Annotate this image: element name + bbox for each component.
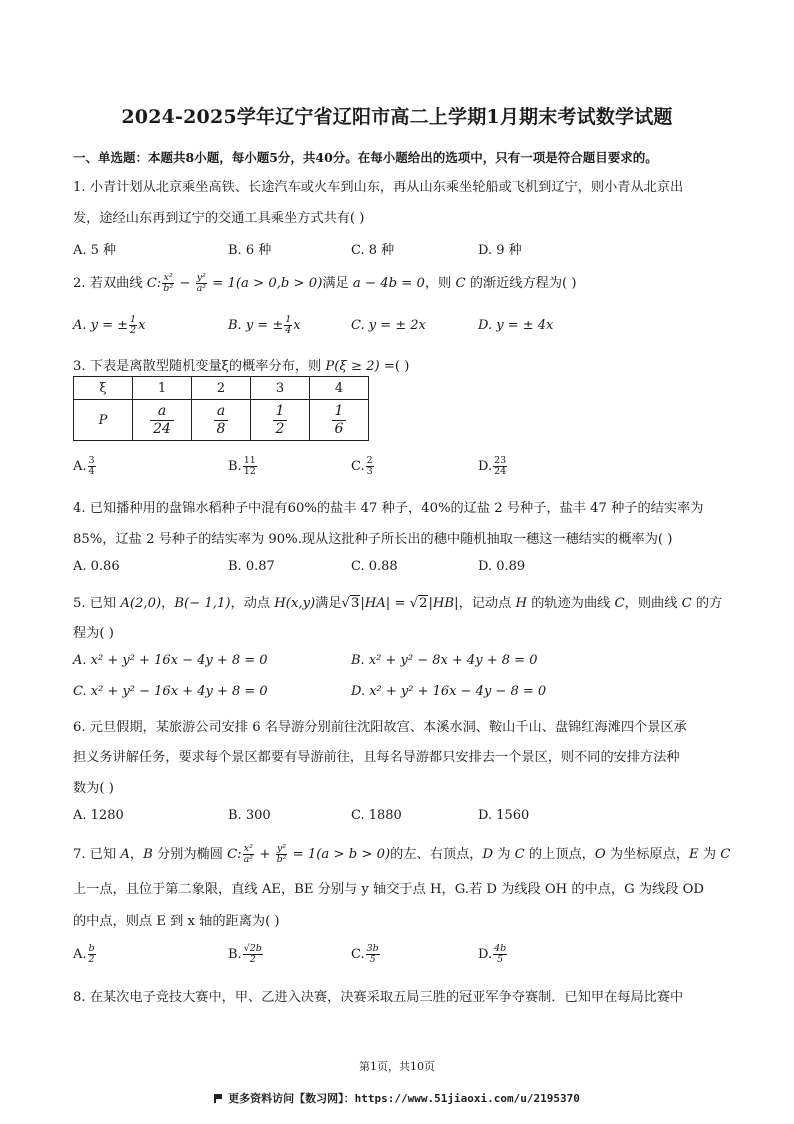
q5-sqrt3: 3 bbox=[350, 596, 360, 611]
q2-option-d: D. y = ± 4x bbox=[478, 318, 554, 333]
q5-text: ，记动点 bbox=[458, 596, 516, 611]
q6-option-a: A. 1280 bbox=[73, 808, 124, 823]
prob-den: 2 bbox=[275, 420, 285, 437]
q7-line3: 的中点，则点 E 到 x 轴的距离为( ) bbox=[73, 914, 280, 929]
q7-math: D bbox=[482, 847, 494, 862]
q7-cond: = 1(a > b > 0) bbox=[288, 847, 391, 862]
q5-math: H(x,y) bbox=[274, 596, 316, 611]
q6-line1: 6. 元旦假期，某旅游公司安排 6 名导游分别前往沈阳故宫、本溪水洞、鞍山千山、盘锦红海滩四个景区承 bbox=[73, 720, 687, 735]
q7-opt-a-num: b bbox=[88, 943, 95, 954]
q3-opt-b-frac bbox=[243, 456, 257, 477]
table-cell: 3 bbox=[251, 377, 310, 400]
q2-option-c: C. y = ± 2x bbox=[351, 318, 426, 333]
q4-line1: 4. 已知播种用的盘锦水稻种子中混有60%的盐丰 47 种子，40%的辽盐 2 号种子，盐丰 47 种子的结实率为 bbox=[73, 501, 704, 516]
table-cell: 4 bbox=[310, 377, 369, 400]
q3-opt-c-num: 2 bbox=[366, 455, 373, 466]
table-header-row bbox=[74, 377, 369, 400]
q2-fx-den: b² bbox=[163, 283, 174, 294]
table-cell bbox=[133, 400, 192, 441]
q7-plus: + bbox=[255, 847, 275, 862]
q2-mid: 满足 bbox=[322, 276, 353, 291]
q3-expr: P(ξ ≥ 2) = bbox=[325, 359, 395, 374]
q4-option-a: A. 0.86 bbox=[73, 559, 120, 574]
q3-opt-d-num: 23 bbox=[494, 455, 507, 466]
q3-opt-d-frac bbox=[493, 456, 507, 477]
q2-opt-b-den: 4 bbox=[285, 325, 292, 336]
q7-text: ， bbox=[129, 847, 144, 862]
q2-c-var: C bbox=[455, 276, 466, 291]
q8-line1: 8. 在某次电子竞技大赛中，甲、乙进入决赛，决赛采取五局三胜的冠亚军争夺赛制．已知甲在每局比赛中 bbox=[73, 990, 684, 1005]
q3-opt-b-num: 11 bbox=[243, 455, 256, 466]
q2-fraction-y bbox=[196, 273, 207, 294]
q7-option-a bbox=[73, 944, 97, 965]
q7-opt-d-frac bbox=[493, 944, 507, 965]
q2-fy-num: y² bbox=[196, 272, 206, 283]
q7-opt-d-den: 5 bbox=[497, 954, 504, 965]
q2-opt-a-pre: A. y = ± bbox=[73, 318, 129, 333]
table-cell: 1 bbox=[133, 377, 192, 400]
table-cell bbox=[310, 400, 369, 441]
q2-opt-a-den: 2 bbox=[130, 325, 137, 336]
q3-opt-a-num: 3 bbox=[88, 455, 95, 466]
q3-opt-d-label: D. bbox=[478, 459, 493, 474]
q5-math: |HB| bbox=[428, 596, 459, 611]
q2-opt-a-num: 1 bbox=[130, 314, 137, 325]
q5-text: 的方 bbox=[691, 596, 723, 611]
q3-opt-c-den: 3 bbox=[366, 466, 373, 477]
q7-opt-c-den: 5 bbox=[369, 954, 376, 965]
section-heading: 一、单选题：本题共8小题，每小题5分，共40分。在每小题给出的选项中，只有一项是符合题目要求的。 bbox=[73, 150, 658, 165]
resource-banner[interactable] bbox=[0, 1090, 794, 1106]
q6-line3: 数为( ) bbox=[73, 781, 114, 796]
q7-math: O bbox=[594, 847, 606, 862]
q3-opt-a-label: A. bbox=[73, 459, 87, 474]
q7-text: 为坐标原点， bbox=[605, 847, 689, 862]
q7-text: 为 bbox=[493, 847, 515, 862]
q6-line2: 担义务讲解任务，要求每个景区都要有导游前往，且每名导游都只安排去一个景区，则不同的安排方法种 bbox=[73, 750, 680, 765]
q2-option-b bbox=[228, 315, 301, 336]
q5-text: ，动点 bbox=[230, 596, 275, 611]
q7-text: 的上顶点， bbox=[524, 847, 595, 862]
q5-math: A(2,0) bbox=[120, 596, 162, 611]
q7-text: 的左、右顶点， bbox=[390, 847, 483, 862]
page-footer: 第1页，共10页 bbox=[359, 1060, 435, 1073]
prob-fraction bbox=[273, 403, 288, 438]
q3-opt-a-frac bbox=[88, 456, 96, 477]
q4-option-c: C. 0.88 bbox=[351, 559, 398, 574]
q2-curve: C: bbox=[146, 276, 162, 291]
q7-opt-b-frac bbox=[243, 944, 263, 965]
q5-text: 的轨迹为曲线 bbox=[527, 596, 615, 611]
q4-line2: 85%，辽盐 2 号种子的结实率为 90%.现从这批种子所长出的穗中随机抽取一穗这一穗结实的概率为( ) bbox=[73, 532, 673, 547]
q7-opt-b-label: B. bbox=[228, 947, 242, 962]
q7-curve: C: bbox=[227, 847, 242, 862]
q7-option-b bbox=[228, 944, 264, 965]
prob-fraction bbox=[214, 403, 229, 438]
q5-math: |HA| = bbox=[360, 596, 410, 611]
q7-fy-den: b² bbox=[276, 854, 287, 865]
q5-line2: 程为( ) bbox=[73, 626, 114, 641]
q7-fy-num: y² bbox=[276, 843, 287, 854]
q7-fx-num: x² bbox=[243, 843, 253, 854]
q2-suffix-a: ，则 bbox=[424, 276, 456, 291]
q3-opt-b-den: 12 bbox=[243, 466, 256, 477]
q6-option-b: B. 300 bbox=[228, 808, 271, 823]
prob-den: 6 bbox=[334, 420, 344, 437]
q7-math: C bbox=[514, 847, 525, 862]
q1-option-a: A. 5 种 bbox=[73, 243, 117, 258]
q2-fy-den: a² bbox=[196, 283, 207, 294]
probability-table bbox=[73, 376, 369, 441]
q2-prefix: 2. 若双曲线 bbox=[73, 276, 147, 291]
q5-text: ， bbox=[161, 596, 175, 611]
q1-line2: 发，途经山东再到辽宁的交通工具乘坐方式共有( ) bbox=[73, 211, 365, 226]
q7-line1 bbox=[73, 843, 730, 865]
table-cell bbox=[251, 400, 310, 441]
q7-option-d bbox=[478, 944, 508, 965]
q3-opt-c-frac bbox=[366, 456, 374, 477]
q3-prefix: 3. 下表是离散型随机变量ξ的概率分布，则 bbox=[73, 359, 326, 374]
q2-fraction-x bbox=[162, 273, 174, 294]
q7-opt-c-label: C. bbox=[351, 947, 365, 962]
q2-eq: a − 4b = 0 bbox=[352, 276, 425, 291]
sqrt-sign: √ bbox=[409, 596, 419, 611]
table-cell: 2 bbox=[192, 377, 251, 400]
prob-fraction bbox=[150, 403, 174, 438]
prob-den: 8 bbox=[216, 420, 226, 437]
q3-line bbox=[73, 355, 409, 374]
q7-opt-d-num: 4b bbox=[494, 943, 507, 954]
q7-option-c bbox=[351, 944, 381, 965]
prob-num: 1 bbox=[332, 403, 347, 421]
q7-opt-c-frac bbox=[366, 944, 380, 965]
flag-icon bbox=[214, 1094, 224, 1103]
q5-line1 bbox=[73, 592, 722, 611]
table-cell: ξ bbox=[74, 377, 133, 400]
table-cell: P bbox=[74, 400, 133, 441]
q5-math: C bbox=[681, 596, 692, 611]
q5-sqrt2: 2 bbox=[419, 596, 428, 611]
q4-option-d: D. 0.89 bbox=[478, 559, 526, 574]
q5-math: B(− 1,1) bbox=[174, 596, 231, 611]
q1-option-d: D. 9 种 bbox=[478, 243, 522, 258]
q7-math: A bbox=[120, 847, 130, 862]
q1-option-b: B. 6 种 bbox=[228, 243, 272, 258]
q7-text: 分别为椭圆 bbox=[152, 847, 228, 862]
q5-text: 5. 已知 bbox=[73, 596, 121, 611]
q2-line bbox=[73, 272, 577, 294]
q1-option-c: C. 8 种 bbox=[351, 243, 395, 258]
prob-num: a bbox=[214, 403, 229, 421]
q2-opt-b-pre: B. y = ± bbox=[228, 318, 284, 333]
q7-opt-a-den: 2 bbox=[88, 954, 95, 965]
q7-opt-c-num: 3b bbox=[366, 943, 379, 954]
q3-suffix: ( ) bbox=[394, 359, 410, 374]
q7-math: B bbox=[143, 847, 153, 862]
q7-opt-b-num: √2b bbox=[243, 943, 262, 954]
q5-option-d: D. x² + y² + 16x − 4y − 8 = 0 bbox=[351, 684, 547, 699]
q2-cond: = 1(a > 0,b > 0) bbox=[208, 276, 323, 291]
prob-num: 1 bbox=[273, 403, 288, 421]
q7-text: 为 bbox=[698, 847, 721, 862]
q2-option-a bbox=[73, 315, 145, 336]
q7-fx-den: a² bbox=[243, 854, 254, 865]
q7-math: E bbox=[688, 847, 699, 862]
q5-option-c: C. x² + y² − 16x + 4y + 8 = 0 bbox=[73, 684, 268, 699]
q5-text: ，则曲线 bbox=[624, 596, 682, 611]
q5-text: 满足 bbox=[315, 596, 342, 611]
page-title: 2024-2025学年辽宁省辽阳市高二上学期1月期末考试数学试题 bbox=[121, 106, 673, 128]
q7-math: C bbox=[720, 847, 731, 862]
q2-minus: − bbox=[175, 276, 195, 291]
q3-opt-d-den: 24 bbox=[494, 466, 507, 477]
q2-opt-b-frac bbox=[284, 315, 292, 336]
q3-option-c bbox=[351, 456, 375, 477]
q7-fraction-x bbox=[243, 844, 254, 865]
q5-math: C bbox=[614, 596, 625, 611]
q6-option-d: D. 1560 bbox=[478, 808, 530, 823]
q2-opt-b-post: x bbox=[293, 318, 301, 333]
q2-opt-b-num: 1 bbox=[285, 314, 292, 325]
q5-option-a: A. x² + y² + 16x − 4y + 8 = 0 bbox=[73, 653, 268, 668]
q7-text: 7. 已知 bbox=[73, 847, 121, 862]
q2-opt-a-frac bbox=[129, 315, 137, 336]
banner-text[interactable]: 更多资料访问【数习网】：https://www.51jiaoxi.com/u/2195370 bbox=[228, 1092, 580, 1105]
q2-opt-a-post: x bbox=[138, 318, 146, 333]
q7-opt-a-frac bbox=[88, 944, 96, 965]
q5-math: H bbox=[515, 596, 528, 611]
q2-suffix-b: 的渐近线方程为( ) bbox=[465, 276, 577, 291]
q3-option-d bbox=[478, 456, 508, 477]
q7-opt-b-den: 2 bbox=[249, 954, 256, 965]
q3-option-b bbox=[228, 456, 258, 477]
q3-option-a bbox=[73, 456, 97, 477]
prob-fraction bbox=[332, 403, 347, 438]
q3-opt-c-label: C. bbox=[351, 459, 365, 474]
q4-option-b: B. 0.87 bbox=[228, 559, 275, 574]
q7-line2: 上一点，且位于第二象限，直线 AE，BE 分别与 y 轴交于点 H，G.若 D 为线段 OH 的中点，G 为线段 OD bbox=[73, 882, 704, 897]
q3-opt-a-den: 4 bbox=[88, 466, 95, 477]
prob-den: 24 bbox=[153, 420, 171, 437]
table-cell bbox=[192, 400, 251, 441]
q6-option-c: C. 1880 bbox=[351, 808, 402, 823]
q3-opt-b-label: B. bbox=[228, 459, 242, 474]
table-row bbox=[74, 400, 369, 441]
sqrt-sign: √ bbox=[341, 596, 350, 611]
q7-opt-a-label: A. bbox=[73, 947, 87, 962]
q5-option-b: B. x² + y² − 8x + 4y + 8 = 0 bbox=[351, 653, 538, 668]
q1-line1: 1. 小青计划从北京乘坐高铁、长途汽车或火车到山东，再从山东乘坐轮船或飞机到辽宁，则小青从北京出 bbox=[73, 180, 684, 195]
q7-opt-d-label: D. bbox=[478, 947, 493, 962]
q2-fx-num: x² bbox=[163, 272, 173, 283]
prob-num: a bbox=[150, 403, 174, 421]
q7-fraction-y bbox=[276, 844, 288, 865]
